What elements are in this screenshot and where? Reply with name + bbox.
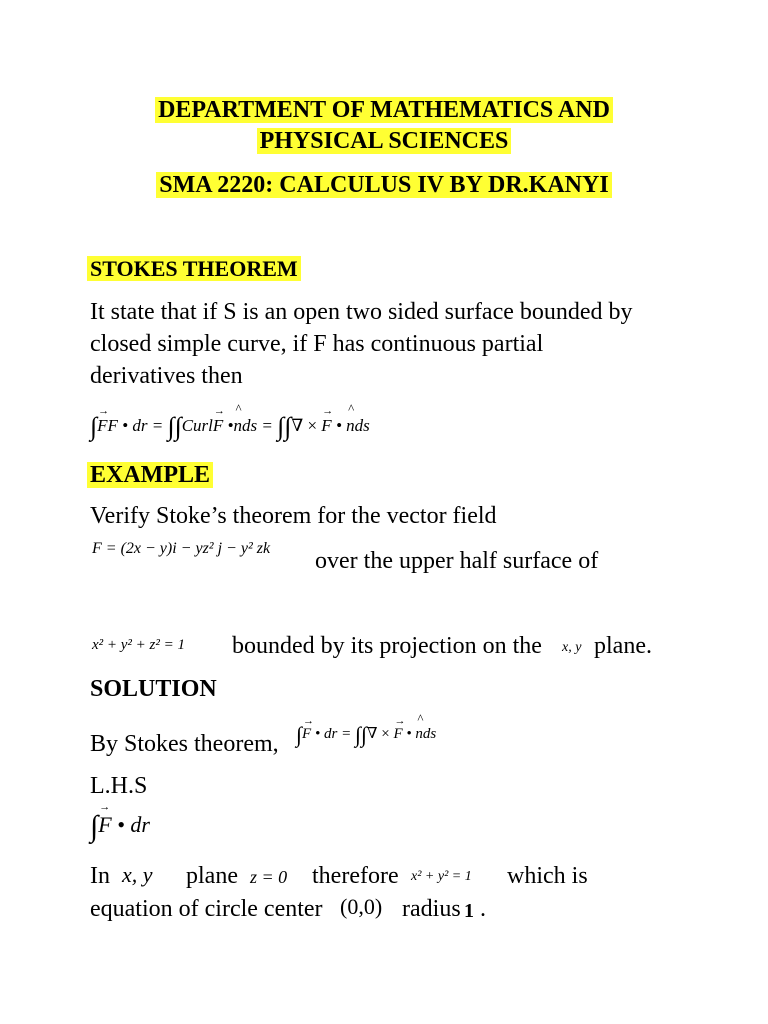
line-integral: ∫→ F • dr xyxy=(90,810,150,844)
formula-ds-2: ds xyxy=(354,416,370,435)
in-word: In xyxy=(90,863,110,889)
center-point: (0,0) xyxy=(340,894,383,919)
formula-bullet: • xyxy=(331,416,347,435)
example-line-2: over the upper half surface of xyxy=(315,548,599,574)
circle-formula: x² + y² = 1 xyxy=(411,869,472,884)
vector-field-formula: F = (2x − y)i − yz² j − y² zk xyxy=(92,540,271,557)
by-stokes-text: By Stokes theorem, xyxy=(90,731,279,757)
example-title-wrap xyxy=(87,460,213,490)
example-line-3b: plane. xyxy=(594,633,652,659)
sphere-formula: x² + y² + z² = 1 xyxy=(92,637,186,653)
para-line-2: closed simple curve, if F has continuous partial xyxy=(90,331,544,357)
para-line-1: It state that if S is an open two sided surface bounded by xyxy=(90,299,633,325)
example-line-3a: bounded by its projection on the xyxy=(232,633,542,659)
formula-nabla: ∇ × xyxy=(291,416,322,435)
which-is-text: which is xyxy=(507,863,588,889)
header-line-3 xyxy=(0,170,768,200)
lhs-label: L.H.S xyxy=(90,773,148,799)
z-equals-zero: z = 0 xyxy=(250,867,288,887)
section-title: STOKES THEOREM xyxy=(87,256,301,281)
stokes-formula-small: ∫→ F • dr = ∫∫∇ × → F • ^ nds xyxy=(296,722,436,748)
para-line-3: derivatives then xyxy=(90,363,243,389)
header-line-1 xyxy=(0,95,768,125)
stokes-formula: ∫→ FF • dr = ∫∫Curl→ F •^ nds = ∫∫∇ × → F • ^ nds xyxy=(90,412,370,442)
example-line-1: Verify Stoke’s theorem for the vector field xyxy=(90,503,497,529)
formula-F: → F xyxy=(321,416,331,436)
solution-title: SOLUTION xyxy=(90,676,217,702)
formula-n-hat-2: ^ n xyxy=(346,416,355,436)
xy-plane-label: x, y xyxy=(122,862,153,887)
radius-value: 1 xyxy=(464,900,474,922)
plane-word: plane xyxy=(186,863,238,889)
header-line-2 xyxy=(0,126,768,156)
section-title-wrap xyxy=(87,254,301,284)
therefore-word: therefore xyxy=(312,863,399,889)
xy-label: x, y xyxy=(562,640,582,655)
formula-curl: Curl xyxy=(181,416,213,435)
radius-word: radius xyxy=(402,896,461,922)
header-course: SMA 2220: CALCULUS IV BY DR.KANYI xyxy=(156,172,611,198)
final-period: . xyxy=(480,896,486,922)
formula-part-2: → F • xyxy=(213,416,234,436)
formula-ds-1: ds = xyxy=(241,416,278,435)
formula-n-hat: ^ n xyxy=(233,416,242,436)
header-sciences: PHYSICAL SCIENCES xyxy=(257,128,512,154)
formula-part-1: F • dr = xyxy=(107,416,168,435)
example-title: EXAMPLE xyxy=(87,462,213,488)
header-dept: DEPARTMENT OF MATHEMATICS AND xyxy=(155,97,613,123)
equation-circle-text: equation of circle center xyxy=(90,896,323,922)
